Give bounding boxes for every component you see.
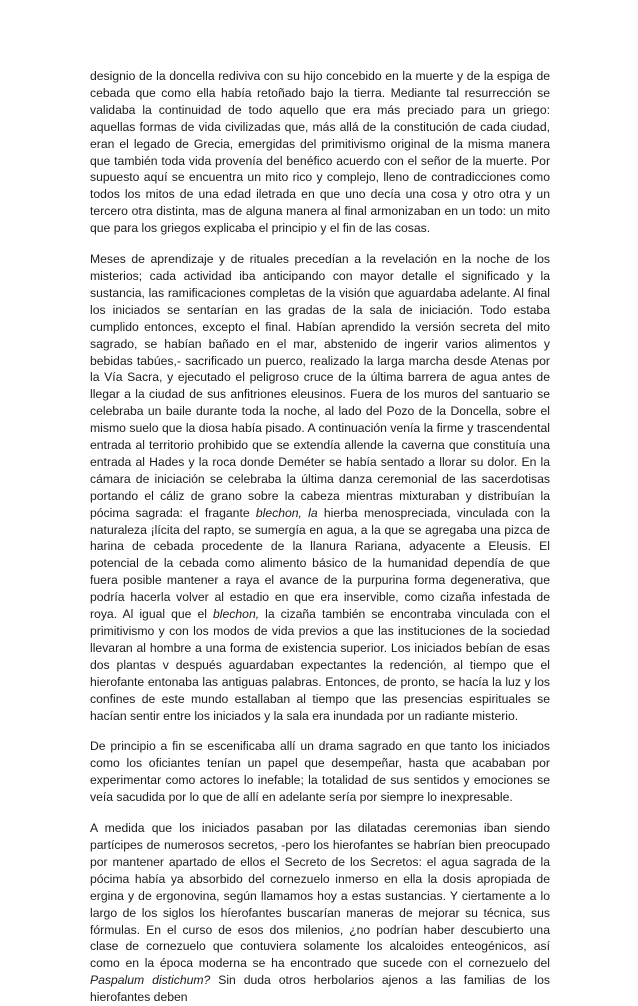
text-run: A medida que los iniciados pasaban por las dilatadas ceremonias iban siendo partícipes de numerosos secretos, -pero los hierofantes se habrían bien preocupado por mantener apartado de ellos el Secreto de los Secretos: el agua sagrada de la pócima había ya absorbido del cornezuelo inmerso en ella la dosis apropiada de ergina y de ergonovina, según llamamos hoy a estas sustancias. Y ciertamente a lo largo de los siglos los híerofantes buscarían maneras de mejorar su técnica, sus fórmulas. En el curso de esos dos milenios, ¿no podrían haber descubierto una clase de cornezuelo que contuviera solamente los alcaloides enteogénicos, así como en la época moderna se ha encontrado que sucede con el cornezuelo del (90, 821, 550, 971)
italic-term: blechon, la (255, 505, 318, 520)
italic-term: Paspalum distichum? (90, 973, 211, 988)
text-run: la cizaña también se encontraba vinculada con el primitivismo y con los modos de vida previos a que las instituciones de la sociedad llevaran al hombre a una forma de existencia superior. Los iniciados bebían de esas dos plantas v después aguardaban expectantes la redención, al tiempo que el hierofante entonaba las antiguas palabras. Entonces, de pronto, se hacía la luz y los confines de este mundo estallaban al tiempo que las presencias espirituales se hacían sentir entre los iniciados y la sala era inundada por un radiante misterio. (90, 607, 550, 723)
document-page (90, 68, 550, 1006)
paragraph (90, 738, 550, 806)
text-run: hierba menospreciada, vinculada con la naturaleza ¡lícita del rapto, se sumergía en agua, a la que se agregaba una pizca de harina de cebada procedente de la llanura Rariana, adyacente a Eleusis. El potencial de la cebada como alimento básico de la humanidad dependía de que fuera posible mantener a raya el avance de la purpurina forma degenerativa, que podría hacerla volver al estadio en que era inservible, como cizaña infestada de roya. Al igual que el (90, 505, 551, 622)
text-run: designio de la doncella rediviva con su hijo concebido en la muerte y de la espiga de cebada que como ella había retoñado bajo la tierra. Mediante tal resurrección se validaba la continuidad de todo aquello que era más preciado para un griego: aquellas formas de vida civilizadas que, más allá de la constitución de cada ciudad, eran el legado de Grecia, emergidas del primitivismo original de la misma manera que también toda vida provenía del benéfico acuerdo con el señor de la muerte. Por supuesto aquí se encuentra un mito rico y complejo, lleno de contradicciones como todos los mitos de una edad iletrada en que uno decía una cosa y otro otra y un tercero otra distinta, mas de alguna manera al final armonizaban en un todo: un mito que para los griegos explicaba el principio y el fin de las cosas. (90, 69, 550, 236)
paragraph (90, 820, 550, 1006)
text-run: Sin duda otros herbolarios ajenos a las familias de los hierofantes deben (90, 973, 550, 1005)
text-run: De principio a fin se escenificaba allí un drama sagrado en que tanto los iniciados como los oficiantes tenían un papel que desempeñar, hasta que acababan por experimentar como actores lo inefable; la totalidad de sus sentidos y emociones se veía sacudida por lo que de allí en adelante sería por siempre lo inexpresable. (90, 739, 550, 805)
paragraph (90, 251, 550, 724)
italic-term: blechon, (213, 607, 260, 622)
paragraph (90, 68, 550, 237)
text-run: Meses de aprendizaje y de rituales precedían a la revelación en la noche de los misterios; cada actividad iba anticipando con mayor detalle el significado y la sustancia, las ramificaciones completas de la visión que aguardaba adelante. Al final los iniciados se sentarían en las gradas de la sala de iniciación. Todo estaba cumplido entonces, excepto el final. Habían aprendido la versión secreta del mito sagrado, se habían bañado en el mar, abstenido de ingerir varios alimentos y bebidas tabúes,- sacrificado un puerco, realizado la larga marcha desde Atenas por la Vía Sacra, y ejecutado el peligroso cruce de la última barrera de agua antes de llegar a la ciudad de sus anfitriones eleusinos. Fuera de los muros del santuario se celebraba un baile durante toda la noche, al lado del Pozo de la Doncella, sobre el mismo suelo que la diosa había pisado. A continuación venía la firme y trascendental entrada al territorio prohibido que se extendía allende la caverna que constituía una entrada al Hades y la roca donde Deméter se había sentado a llorar su dolor. En la cámara de iniciación se celebraba la última danza ceremonial de las sacerdotisas portando el cáliz de grano sobre la cabeza mientras mixturaban y distribuían la pócima sagrada: el fragante (90, 252, 550, 520)
